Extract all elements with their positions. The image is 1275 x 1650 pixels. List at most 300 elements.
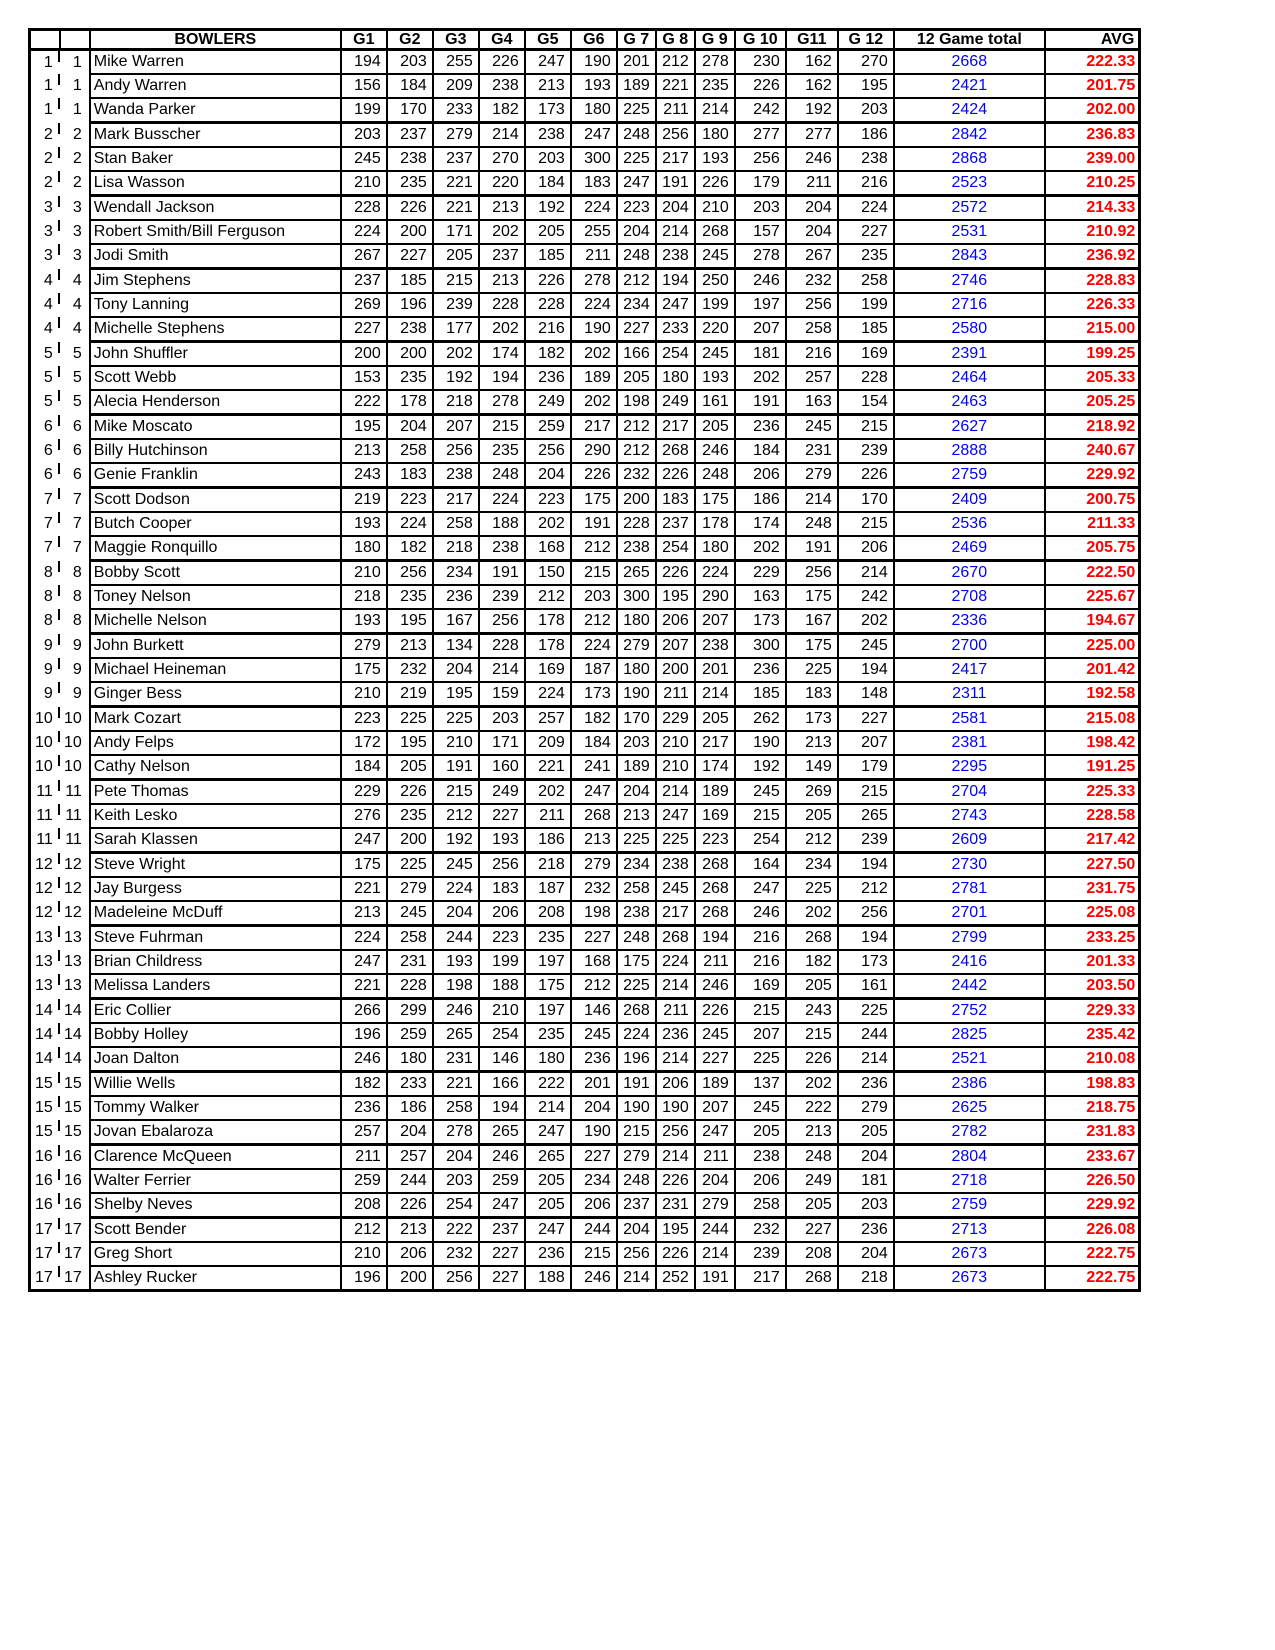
game-score-cell-g3: 215 bbox=[433, 780, 479, 805]
game-score-cell-g2: 195 bbox=[387, 609, 433, 634]
game-score-cell-g2: 196 bbox=[387, 293, 433, 317]
game-score-cell-g8: 236 bbox=[656, 1023, 695, 1047]
average-cell: 226.50 bbox=[1045, 1169, 1140, 1193]
bowler-row bbox=[30, 901, 1140, 926]
game-score-cell-g8: 211 bbox=[656, 682, 695, 707]
average-cell: 202.00 bbox=[1045, 98, 1140, 123]
place-number-cell: 11 bbox=[30, 828, 60, 853]
game-score-cell-g7: 215 bbox=[617, 1120, 656, 1145]
twelve-game-total-cell: 2752 bbox=[894, 999, 1045, 1024]
game-score-cell-g12: 245 bbox=[838, 634, 894, 659]
game-score-cell-g3: 192 bbox=[433, 366, 479, 390]
team-number-cell: 10 bbox=[64, 758, 82, 776]
place-number-cell: 7 bbox=[30, 536, 60, 561]
game-score-cell-g11: 212 bbox=[786, 828, 838, 853]
game-score-cell-g11: 205 bbox=[786, 1193, 838, 1218]
average-cell: 201.42 bbox=[1045, 658, 1140, 682]
game-score-cell-g12: 227 bbox=[838, 707, 894, 732]
average-cell: 205.25 bbox=[1045, 390, 1140, 415]
team-number-cell: 14 bbox=[64, 1050, 82, 1068]
team-number-cell: 6 bbox=[72, 417, 82, 435]
game-score-cell-g1: 227 bbox=[341, 317, 387, 342]
game-score-cell-g9: 214 bbox=[695, 98, 735, 123]
game-score-cell-g9: 244 bbox=[695, 1218, 735, 1243]
twelve-game-total-cell: 2708 bbox=[894, 585, 1045, 609]
game-score-cell-g10: 226 bbox=[735, 74, 786, 98]
bowler-row bbox=[30, 974, 1140, 999]
game-score-cell-g7: 256 bbox=[617, 1242, 656, 1266]
game-score-cell-g8: 195 bbox=[656, 1218, 695, 1243]
average-cell: 192.58 bbox=[1045, 682, 1140, 707]
game-score-cell-g4: 210 bbox=[479, 999, 525, 1024]
game-score-cell-g9: 201 bbox=[695, 658, 735, 682]
team-number-cell: 5 bbox=[72, 393, 82, 411]
bowler-name-cell: Cathy Nelson bbox=[90, 755, 341, 780]
game-score-cell-g10: 278 bbox=[735, 244, 786, 269]
game-score-cell-g11: 269 bbox=[786, 780, 838, 805]
twelve-game-total-cell: 2868 bbox=[894, 147, 1045, 171]
game-score-cell-g7: 268 bbox=[617, 999, 656, 1024]
game-score-cell-g1: 243 bbox=[341, 463, 387, 488]
game-score-cell-g7: 248 bbox=[617, 123, 656, 148]
place-number-cell: 16 bbox=[30, 1169, 60, 1193]
twelve-game-total-cell: 2716 bbox=[894, 293, 1045, 317]
game-score-cell-g7: 248 bbox=[617, 926, 656, 951]
game-score-cell-g8: 211 bbox=[656, 999, 695, 1024]
bowler-name-cell: Toney Nelson bbox=[90, 585, 341, 609]
bowler-name-cell: Mark Busscher bbox=[90, 123, 341, 148]
bowler-name-cell: Melissa Landers bbox=[90, 974, 341, 999]
game-score-cell-g12: 238 bbox=[838, 147, 894, 171]
game-score-cell-g7: 203 bbox=[617, 731, 656, 755]
game-score-cell-g4: 237 bbox=[479, 244, 525, 269]
team-number-cell: 5 bbox=[72, 344, 82, 362]
game-score-cell-g1: 246 bbox=[341, 1047, 387, 1072]
game-score-cell-g12: 225 bbox=[838, 999, 894, 1024]
game-score-cell-g7: 225 bbox=[617, 828, 656, 853]
game-score-cell-g10: 300 bbox=[735, 634, 786, 659]
team-number-cell: 8 bbox=[72, 588, 82, 605]
bowler-name-cell: Steve Wright bbox=[90, 853, 341, 878]
game-score-cell-g4: 227 bbox=[479, 1266, 525, 1291]
game-score-cell-g4: 238 bbox=[479, 536, 525, 561]
game-score-cell-g5: 212 bbox=[525, 585, 571, 609]
game-score-cell-g9: 161 bbox=[695, 390, 735, 415]
game-score-cell-g5: 169 bbox=[525, 658, 571, 682]
game-score-cell-g11: 204 bbox=[786, 220, 838, 244]
game-score-cell-g9: 193 bbox=[695, 147, 735, 171]
bowler-name-cell: Pete Thomas bbox=[90, 780, 341, 805]
game-score-cell-g2: 258 bbox=[387, 926, 433, 951]
game-score-cell-g8: 207 bbox=[656, 634, 695, 659]
game-score-cell-g7: 234 bbox=[617, 853, 656, 878]
game-score-cell-g4: 193 bbox=[479, 828, 525, 853]
game-score-cell-g5: 221 bbox=[525, 755, 571, 780]
bowler-name-cell: Tommy Walker bbox=[90, 1096, 341, 1120]
game-score-cell-g10: 239 bbox=[735, 1242, 786, 1266]
average-cell: 198.42 bbox=[1045, 731, 1140, 755]
twelve-game-total-cell: 2625 bbox=[894, 1096, 1045, 1120]
game-score-cell-g5: 265 bbox=[525, 1145, 571, 1170]
game-score-cell-g7: 180 bbox=[617, 609, 656, 634]
game-score-cell-g1: 196 bbox=[341, 1023, 387, 1047]
game-score-cell-g6: 224 bbox=[571, 634, 617, 659]
game-score-cell-g2: 200 bbox=[387, 220, 433, 244]
game-score-cell-g10: 246 bbox=[735, 901, 786, 926]
game-score-cell-g12: 194 bbox=[838, 658, 894, 682]
game-score-cell-g2: 245 bbox=[387, 901, 433, 926]
game-score-cell-g1: 184 bbox=[341, 755, 387, 780]
place-number-cell: 4 bbox=[30, 269, 60, 294]
game-score-cell-g11: 249 bbox=[786, 1169, 838, 1193]
bowler-name-cell: Billy Hutchinson bbox=[90, 439, 341, 463]
game-score-cell-g8: 226 bbox=[656, 1169, 695, 1193]
game-score-cell-g9: 205 bbox=[695, 415, 735, 440]
game-score-cell-g5: 247 bbox=[525, 50, 571, 75]
game-score-cell-g4: 182 bbox=[479, 98, 525, 123]
game-score-cell-g1: 237 bbox=[341, 269, 387, 294]
twelve-game-total-cell: 2713 bbox=[894, 1218, 1045, 1243]
game-score-cell-g6: 279 bbox=[571, 853, 617, 878]
game-score-cell-g12: 236 bbox=[838, 1218, 894, 1243]
game-score-cell-g10: 258 bbox=[735, 1193, 786, 1218]
game-score-cell-g9: 250 bbox=[695, 269, 735, 294]
game-score-cell-g9: 245 bbox=[695, 342, 735, 367]
game-score-cell-g9: 178 bbox=[695, 512, 735, 536]
header-game-11: G11 bbox=[786, 30, 838, 50]
bowler-row bbox=[30, 463, 1140, 488]
game-score-cell-g1: 195 bbox=[341, 415, 387, 440]
game-score-cell-g5: 185 bbox=[525, 244, 571, 269]
header-game-2: G2 bbox=[387, 30, 433, 50]
game-score-cell-g3: 198 bbox=[433, 974, 479, 999]
game-score-cell-g7: 232 bbox=[617, 463, 656, 488]
bowler-row bbox=[30, 585, 1140, 609]
game-score-cell-g8: 268 bbox=[656, 926, 695, 951]
place-number-cell: 4 bbox=[30, 293, 60, 317]
game-score-cell-g10: 205 bbox=[735, 1120, 786, 1145]
place-number-cell: 7 bbox=[30, 512, 60, 536]
game-score-cell-g5: 150 bbox=[525, 561, 571, 586]
game-score-cell-g9: 220 bbox=[695, 317, 735, 342]
game-score-cell-g7: 247 bbox=[617, 171, 656, 196]
twelve-game-total-cell: 2536 bbox=[894, 512, 1045, 536]
game-score-cell-g8: 183 bbox=[656, 488, 695, 513]
bowler-row bbox=[30, 780, 1140, 805]
game-score-cell-g3: 258 bbox=[433, 1096, 479, 1120]
game-score-cell-g2: 200 bbox=[387, 828, 433, 853]
game-score-cell-g8: 204 bbox=[656, 196, 695, 221]
game-score-cell-g4: 146 bbox=[479, 1047, 525, 1072]
game-score-cell-g6: 180 bbox=[571, 98, 617, 123]
game-score-cell-g7: 175 bbox=[617, 950, 656, 974]
twelve-game-total-cell: 2609 bbox=[894, 828, 1045, 853]
game-score-cell-g6: 232 bbox=[571, 877, 617, 901]
average-cell: 222.50 bbox=[1045, 561, 1140, 586]
game-score-cell-g10: 246 bbox=[735, 269, 786, 294]
game-score-cell-g8: 217 bbox=[656, 901, 695, 926]
game-score-cell-g10: 216 bbox=[735, 926, 786, 951]
team-number-cell: 2 bbox=[72, 174, 82, 192]
game-score-cell-g5: 222 bbox=[525, 1072, 571, 1097]
game-score-cell-g1: 224 bbox=[341, 220, 387, 244]
game-score-cell-g1: 223 bbox=[341, 707, 387, 732]
place-number-cell: 15 bbox=[30, 1120, 60, 1145]
game-score-cell-g4: 194 bbox=[479, 1096, 525, 1120]
game-score-cell-g1: 221 bbox=[341, 974, 387, 999]
game-score-cell-g6: 215 bbox=[571, 1242, 617, 1266]
game-score-cell-g11: 245 bbox=[786, 415, 838, 440]
team-number-cell: 11 bbox=[65, 831, 82, 849]
game-score-cell-g8: 233 bbox=[656, 317, 695, 342]
game-score-cell-g5: 238 bbox=[525, 123, 571, 148]
twelve-game-total-cell: 2463 bbox=[894, 390, 1045, 415]
bowler-name-cell: Bobby Scott bbox=[90, 561, 341, 586]
game-score-cell-g9: 226 bbox=[695, 999, 735, 1024]
game-score-cell-g11: 213 bbox=[786, 731, 838, 755]
game-score-cell-g8: 245 bbox=[656, 877, 695, 901]
game-score-cell-g5: 259 bbox=[525, 415, 571, 440]
place-number-cell: 10 bbox=[30, 755, 60, 780]
bowler-row bbox=[30, 50, 1140, 75]
game-score-cell-g7: 212 bbox=[617, 269, 656, 294]
game-score-cell-g9: 223 bbox=[695, 828, 735, 853]
game-score-cell-g10: 164 bbox=[735, 853, 786, 878]
game-score-cell-g10: 216 bbox=[735, 950, 786, 974]
header-12-game-total: 12 Game total bbox=[894, 30, 1045, 50]
game-score-cell-g5: 223 bbox=[525, 488, 571, 513]
game-score-cell-g3: 204 bbox=[433, 1145, 479, 1170]
header-row bbox=[30, 30, 1140, 50]
game-score-cell-g12: 236 bbox=[838, 1072, 894, 1097]
team-number-cell: 8 bbox=[72, 563, 82, 581]
game-score-cell-g5: 184 bbox=[525, 171, 571, 196]
game-score-cell-g5: 236 bbox=[525, 366, 571, 390]
average-cell: 201.33 bbox=[1045, 950, 1140, 974]
game-score-cell-g8: 254 bbox=[656, 342, 695, 367]
game-score-cell-g12: 242 bbox=[838, 585, 894, 609]
average-cell: 222.33 bbox=[1045, 50, 1140, 75]
place-number-cell: 1 bbox=[30, 98, 60, 123]
game-score-cell-g2: 200 bbox=[387, 342, 433, 367]
game-score-cell-g8: 226 bbox=[656, 1242, 695, 1266]
twelve-game-total-cell: 2581 bbox=[894, 707, 1045, 732]
place-number-cell: 6 bbox=[30, 439, 60, 463]
game-score-cell-g6: 244 bbox=[571, 1218, 617, 1243]
game-score-cell-g11: 149 bbox=[786, 755, 838, 780]
game-score-cell-g8: 214 bbox=[656, 780, 695, 805]
game-score-cell-g12: 215 bbox=[838, 512, 894, 536]
game-score-cell-g2: 238 bbox=[387, 317, 433, 342]
bowler-name-cell: Lisa Wasson bbox=[90, 171, 341, 196]
team-number-cell: 12 bbox=[64, 904, 82, 922]
team-number-cell: 15 bbox=[64, 1074, 82, 1092]
game-score-cell-g7: 191 bbox=[617, 1072, 656, 1097]
game-score-cell-g1: 259 bbox=[341, 1169, 387, 1193]
team-number-cell: 12 bbox=[64, 880, 82, 897]
game-score-cell-g4: 270 bbox=[479, 147, 525, 171]
place-number-cell: 6 bbox=[30, 415, 60, 440]
game-score-cell-g9: 247 bbox=[695, 1120, 735, 1145]
game-score-cell-g7: 225 bbox=[617, 147, 656, 171]
game-score-cell-g6: 183 bbox=[571, 171, 617, 196]
bowler-row bbox=[30, 488, 1140, 513]
game-score-cell-g3: 207 bbox=[433, 415, 479, 440]
game-score-cell-g6: 184 bbox=[571, 731, 617, 755]
team-number-cell: 4 bbox=[72, 271, 82, 289]
game-score-cell-g5: 168 bbox=[525, 536, 571, 561]
team-number-cell: 4 bbox=[72, 320, 82, 338]
game-score-cell-g11: 202 bbox=[786, 1072, 838, 1097]
place-number-cell: 14 bbox=[30, 1023, 60, 1047]
game-score-cell-g4: 237 bbox=[479, 1218, 525, 1243]
game-score-cell-g12: 215 bbox=[838, 780, 894, 805]
game-score-cell-g3: 167 bbox=[433, 609, 479, 634]
team-number-cell: 15 bbox=[64, 1099, 82, 1116]
game-score-cell-g4: 235 bbox=[479, 439, 525, 463]
game-score-cell-g8: 214 bbox=[656, 220, 695, 244]
game-score-cell-g4: 202 bbox=[479, 317, 525, 342]
game-score-cell-g3: 203 bbox=[433, 1169, 479, 1193]
bowler-name-cell: Joan Dalton bbox=[90, 1047, 341, 1072]
game-score-cell-g11: 248 bbox=[786, 1145, 838, 1170]
game-score-cell-g9: 180 bbox=[695, 536, 735, 561]
game-score-cell-g10: 190 bbox=[735, 731, 786, 755]
game-score-cell-g12: 154 bbox=[838, 390, 894, 415]
game-score-cell-g11: 167 bbox=[786, 609, 838, 634]
bowler-name-cell: Wendall Jackson bbox=[90, 196, 341, 221]
bowler-name-cell: Ashley Rucker bbox=[90, 1266, 341, 1291]
game-score-cell-g7: 279 bbox=[617, 634, 656, 659]
game-score-cell-g5: 257 bbox=[525, 707, 571, 732]
place-number-cell: 13 bbox=[30, 926, 60, 951]
game-score-cell-g3: 245 bbox=[433, 853, 479, 878]
game-score-cell-g6: 227 bbox=[571, 1145, 617, 1170]
game-score-cell-g10: 169 bbox=[735, 974, 786, 999]
game-score-cell-g9: 194 bbox=[695, 926, 735, 951]
twelve-game-total-cell: 2700 bbox=[894, 634, 1045, 659]
average-cell: 218.92 bbox=[1045, 415, 1140, 440]
game-score-cell-g10: 163 bbox=[735, 585, 786, 609]
game-score-cell-g10: 206 bbox=[735, 1169, 786, 1193]
twelve-game-total-cell: 2843 bbox=[894, 244, 1045, 269]
game-score-cell-g10: 173 bbox=[735, 609, 786, 634]
bowler-row bbox=[30, 317, 1140, 342]
game-score-cell-g5: 204 bbox=[525, 463, 571, 488]
game-score-cell-g5: 249 bbox=[525, 390, 571, 415]
game-score-cell-g4: 227 bbox=[479, 804, 525, 828]
game-score-cell-g8: 226 bbox=[656, 463, 695, 488]
game-score-cell-g6: 246 bbox=[571, 1266, 617, 1291]
average-cell: 211.33 bbox=[1045, 512, 1140, 536]
bowler-row bbox=[30, 1072, 1140, 1097]
game-score-cell-g1: 279 bbox=[341, 634, 387, 659]
place-number-cell: 1 bbox=[30, 74, 60, 98]
game-score-cell-g6: 190 bbox=[571, 317, 617, 342]
team-number-cell: 17 bbox=[64, 1220, 82, 1238]
game-score-cell-g5: 175 bbox=[525, 974, 571, 999]
game-score-cell-g3: 212 bbox=[433, 804, 479, 828]
game-score-cell-g7: 258 bbox=[617, 877, 656, 901]
game-score-cell-g7: 248 bbox=[617, 244, 656, 269]
twelve-game-total-cell: 2718 bbox=[894, 1169, 1045, 1193]
game-score-cell-g12: 228 bbox=[838, 366, 894, 390]
game-score-cell-g11: 277 bbox=[786, 123, 838, 148]
header-corner-2 bbox=[60, 30, 90, 50]
game-score-cell-g11: 211 bbox=[786, 171, 838, 196]
game-score-cell-g7: 238 bbox=[617, 901, 656, 926]
game-score-cell-g12: 212 bbox=[838, 877, 894, 901]
game-score-cell-g2: 244 bbox=[387, 1169, 433, 1193]
game-score-cell-g8: 211 bbox=[656, 98, 695, 123]
game-score-cell-g2: 182 bbox=[387, 536, 433, 561]
team-number-cell: 7 bbox=[72, 490, 82, 508]
place-number-cell: 3 bbox=[30, 244, 60, 269]
bowler-row bbox=[30, 1145, 1140, 1170]
game-score-cell-g2: 223 bbox=[387, 488, 433, 513]
game-score-cell-g12: 215 bbox=[838, 415, 894, 440]
game-score-cell-g1: 210 bbox=[341, 171, 387, 196]
game-score-cell-g12: 169 bbox=[838, 342, 894, 367]
game-score-cell-g6: 168 bbox=[571, 950, 617, 974]
game-score-cell-g4: 215 bbox=[479, 415, 525, 440]
team-number-cell: 16 bbox=[64, 1172, 82, 1189]
game-score-cell-g8: 200 bbox=[656, 658, 695, 682]
game-score-cell-g5: 218 bbox=[525, 853, 571, 878]
bowler-row bbox=[30, 415, 1140, 440]
game-score-cell-g3: 204 bbox=[433, 901, 479, 926]
game-score-cell-g9: 205 bbox=[695, 707, 735, 732]
twelve-game-total-cell: 2381 bbox=[894, 731, 1045, 755]
game-score-cell-g2: 170 bbox=[387, 98, 433, 123]
game-score-cell-g11: 175 bbox=[786, 634, 838, 659]
place-number-cell: 14 bbox=[30, 999, 60, 1024]
game-score-cell-g10: 203 bbox=[735, 196, 786, 221]
game-score-cell-g10: 232 bbox=[735, 1218, 786, 1243]
twelve-game-total-cell: 2673 bbox=[894, 1242, 1045, 1266]
game-score-cell-g12: 202 bbox=[838, 609, 894, 634]
twelve-game-total-cell: 2825 bbox=[894, 1023, 1045, 1047]
game-score-cell-g4: 246 bbox=[479, 1145, 525, 1170]
game-score-cell-g2: 238 bbox=[387, 147, 433, 171]
average-cell: 225.08 bbox=[1045, 901, 1140, 926]
bowler-name-cell: Mike Moscato bbox=[90, 415, 341, 440]
game-score-cell-g9: 207 bbox=[695, 1096, 735, 1120]
team-number-cell: 9 bbox=[72, 636, 82, 654]
game-score-cell-g6: 212 bbox=[571, 609, 617, 634]
game-score-cell-g5: 209 bbox=[525, 731, 571, 755]
game-score-cell-g3: 221 bbox=[433, 171, 479, 196]
game-score-cell-g4: 171 bbox=[479, 731, 525, 755]
game-score-cell-g4: 206 bbox=[479, 901, 525, 926]
game-score-cell-g8: 221 bbox=[656, 74, 695, 98]
game-score-cell-g2: 183 bbox=[387, 463, 433, 488]
bowler-row bbox=[30, 1023, 1140, 1047]
game-score-cell-g6: 278 bbox=[571, 269, 617, 294]
game-score-cell-g7: 227 bbox=[617, 317, 656, 342]
game-score-cell-g10: 254 bbox=[735, 828, 786, 853]
game-score-cell-g1: 247 bbox=[341, 950, 387, 974]
game-score-cell-g10: 137 bbox=[735, 1072, 786, 1097]
twelve-game-total-cell: 2704 bbox=[894, 780, 1045, 805]
game-score-cell-g8: 212 bbox=[656, 50, 695, 75]
game-score-cell-g9: 204 bbox=[695, 1169, 735, 1193]
game-score-cell-g2: 235 bbox=[387, 366, 433, 390]
game-score-cell-g6: 190 bbox=[571, 50, 617, 75]
game-score-cell-g4: 213 bbox=[479, 269, 525, 294]
game-score-cell-g9: 214 bbox=[695, 1242, 735, 1266]
twelve-game-total-cell: 2627 bbox=[894, 415, 1045, 440]
